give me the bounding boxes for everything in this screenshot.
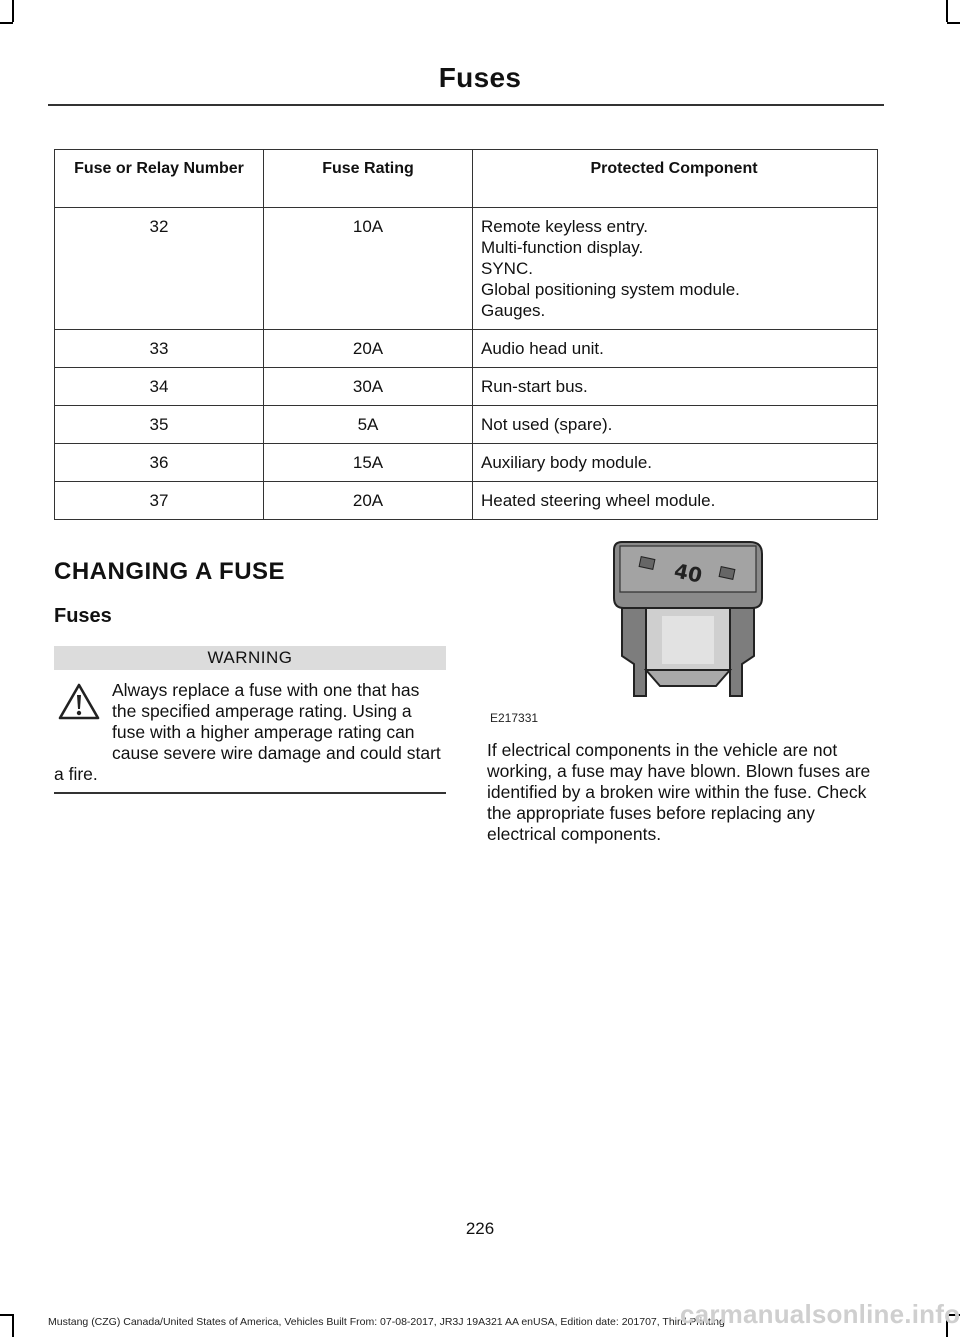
component-line: Multi-function display. (481, 238, 644, 257)
column-header-number: Fuse or Relay Number (55, 150, 264, 208)
footer-text: Mustang (CZG) Canada/United States of America, Vehicles Built From: 07-08-2017, JR3J 19A321 AA enUSA, Edition date: 201707, Third Printing (48, 1316, 725, 1328)
protected-component (473, 368, 878, 406)
component-line: SYNC. (481, 259, 533, 278)
fuse-rating: 20A (264, 482, 473, 520)
crop-mark (0, 1314, 13, 1316)
fuse-rating: 15A (264, 444, 473, 482)
component-line: Audio head unit. (481, 339, 604, 358)
protected-component (473, 482, 878, 520)
fuse-illustration (600, 536, 772, 706)
fuse-number: 32 (55, 208, 264, 330)
fuse-number: 36 (55, 444, 264, 482)
table-row (55, 482, 878, 520)
crop-mark (946, 0, 948, 22)
section-title: CHANGING A FUSE (54, 558, 286, 585)
fuse-number: 33 (55, 330, 264, 368)
component-line: Not used (spare). (481, 415, 613, 434)
column-header-rating: Fuse Rating (264, 150, 473, 208)
fuse-table (54, 149, 878, 520)
table-row (55, 330, 878, 368)
section-subtitle: Fuses (54, 605, 112, 627)
warning-text: Always replace a fuse with one that has the specified amperage rating. Using a fuse with a higher amperage rating can cause severe wire damage and could start a fire. (54, 680, 441, 784)
protected-component (473, 208, 878, 330)
crop-mark (12, 1314, 14, 1337)
fuse-number: 35 (55, 406, 264, 444)
crop-mark (947, 22, 960, 24)
component-line: Remote keyless entry. (481, 217, 648, 236)
table-row (55, 368, 878, 406)
warning-text-block (54, 680, 448, 785)
fuse-amperage-label: 40 (672, 558, 705, 588)
fuse-number: 34 (55, 368, 264, 406)
figure-code: E217331 (490, 711, 539, 725)
protected-component (473, 330, 878, 368)
crop-mark (12, 0, 14, 22)
page-number: 226 (465, 1219, 495, 1238)
protected-component (473, 444, 878, 482)
body-paragraph: If electrical components in the vehicle are not working, a fuse may have blown. Blown fuses are identified by a broken wire within the fuse. Check the appropriate fuses before replacing any electrical components. (487, 740, 871, 844)
page-title: Fuses (438, 62, 522, 93)
fuse-rating: 10A (264, 208, 473, 330)
crop-mark (0, 22, 13, 24)
watermark: carmanualsonline.info (680, 1299, 960, 1329)
table-row (55, 444, 878, 482)
component-line: Heated steering wheel module. (481, 491, 716, 510)
column-header-component: Protected Component (473, 150, 878, 208)
table-row (55, 406, 878, 444)
fuse-rating: 30A (264, 368, 473, 406)
warning-divider (54, 792, 446, 794)
fuse-number: 37 (55, 482, 264, 520)
table-header-row (55, 150, 878, 208)
component-line: Run-start bus. (481, 377, 588, 396)
component-line: Global positioning system module. (481, 280, 740, 299)
component-line: Gauges. (481, 301, 546, 320)
warning-label: WARNING (54, 646, 446, 670)
component-line: Auxiliary body module. (481, 453, 653, 472)
table-row (55, 208, 878, 330)
protected-component (473, 406, 878, 444)
fuse-rating: 20A (264, 330, 473, 368)
title-divider (48, 104, 884, 106)
fuse-rating: 5A (264, 406, 473, 444)
